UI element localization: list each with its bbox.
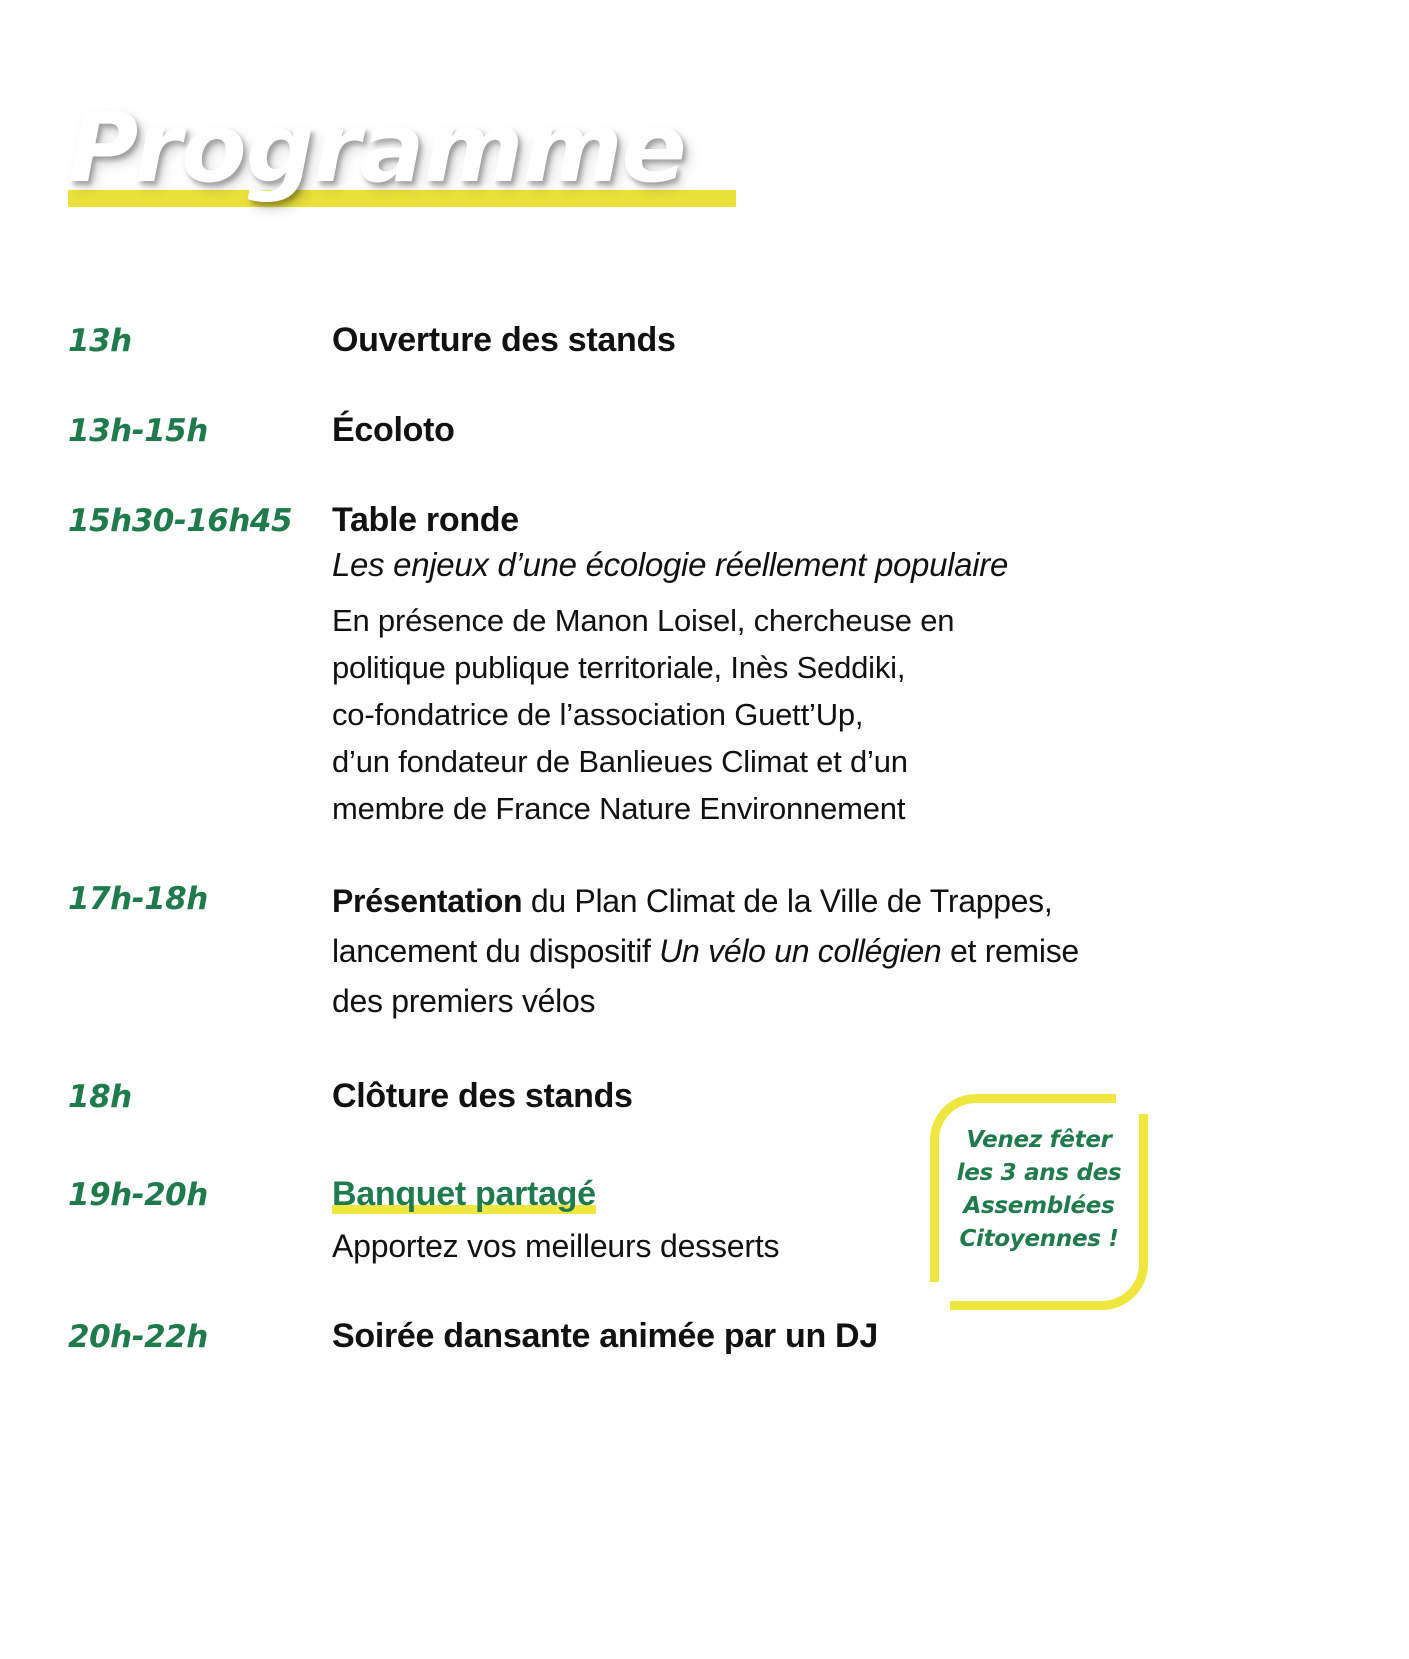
schedule-row [68, 408, 1348, 452]
schedule-head-wrapper [332, 1172, 1348, 1216]
body-line: membre de France Nature Environnement [332, 791, 906, 826]
schedule-head: Soirée dansante animée par un DJ [332, 1317, 878, 1355]
badge-text [930, 1124, 1148, 1256]
schedule-description [332, 408, 1348, 452]
body-line: d’un fondateur de Banlieues Climat et d’un [332, 744, 908, 779]
schedule-row [68, 1172, 1348, 1270]
schedule-time: 17h-18h [68, 881, 208, 917]
schedule-description [332, 1314, 1348, 1358]
schedule-body [332, 597, 1348, 832]
paragraph-segment: du Plan Climat de la Ville de Trappes, lancement du dispositif [332, 883, 1053, 969]
badge-line: Venez fêter [966, 1127, 1112, 1153]
schedule-head: Table ronde [332, 501, 519, 539]
body-line: politique publique territoriale, Inès Seddiki, [332, 650, 906, 685]
schedule-row [68, 1314, 1348, 1358]
badge-line: Citoyennes ! [959, 1226, 1119, 1252]
paragraph-segment-bold: Présentation [332, 883, 523, 919]
schedule-description [332, 1172, 1348, 1270]
schedule-time: 18h [68, 1079, 132, 1115]
schedule-head: Écoloto [332, 411, 455, 449]
schedule-paragraph [332, 876, 1132, 1026]
badge-corner-mask-top [1116, 1088, 1150, 1114]
schedule-head: Clôture des stands [332, 1077, 633, 1115]
badge-line: Assemblées [963, 1193, 1115, 1219]
schedule-row [68, 498, 1348, 832]
schedule-subline: Apportez vos meilleurs desserts [332, 1228, 780, 1264]
page-title: Programme [68, 92, 686, 204]
schedule-row [68, 876, 1348, 1026]
paragraph-segment: et remise des premiers vélos [332, 933, 1079, 1019]
schedule-description [332, 498, 1348, 832]
schedule-time: 20h-22h [68, 1319, 208, 1355]
schedule-time: 13h [68, 323, 132, 359]
schedule-subtitle: Les enjeux d’une écologie réellement populaire [332, 546, 1009, 583]
body-line: co-fondatrice de l’association Guett’Up, [332, 697, 864, 732]
schedule-head: Ouverture des stands [332, 321, 676, 359]
schedule-description [332, 876, 1348, 1026]
schedule-description [332, 318, 1348, 362]
callout-badge [930, 1094, 1148, 1310]
paragraph-segment-italic: Un vélo un collégien [659, 933, 942, 969]
body-line: En présence de Manon Loisel, chercheuse en [332, 603, 955, 638]
schedule-time: 15h30-16h45 [68, 503, 293, 539]
schedule-row [68, 1074, 1348, 1118]
schedule-description [332, 1074, 1348, 1118]
schedule-time: 13h-15h [68, 413, 208, 449]
badge-line: les 3 ans des [956, 1160, 1122, 1186]
schedule-head-highlighted: Banquet partagé [332, 1175, 596, 1213]
schedule-list [68, 318, 1348, 1358]
schedule-time: 19h-20h [68, 1177, 208, 1213]
badge-corner-mask-bottom [924, 1282, 950, 1314]
schedule-row [68, 318, 1348, 362]
page-title-block [68, 92, 768, 224]
